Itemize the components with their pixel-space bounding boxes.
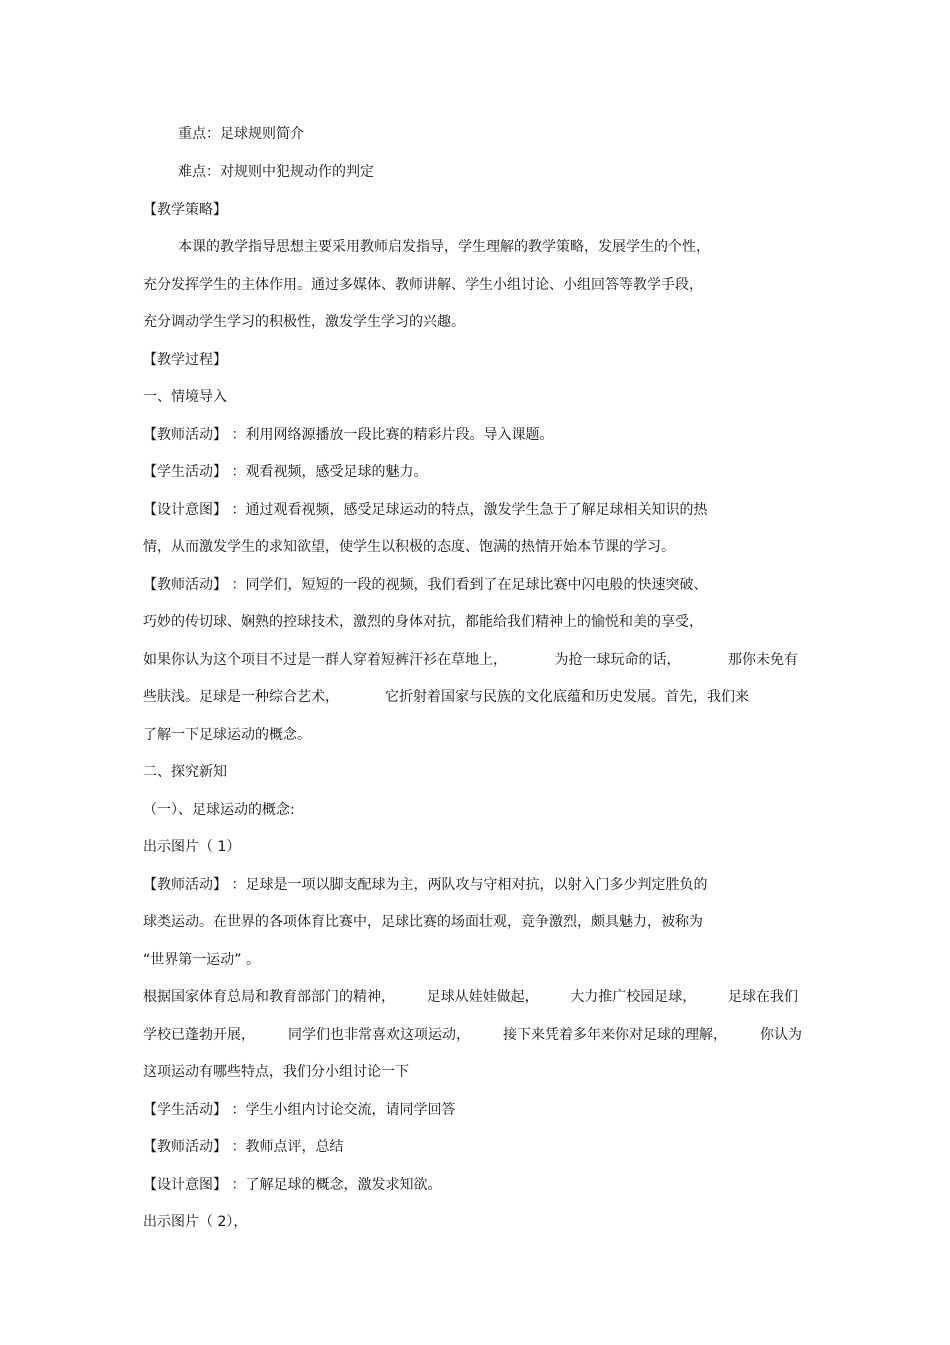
paragraph-line: 球类运动。在世界的各项体育比赛中，足球比赛的场面壮观，竞争激烈，颇具魅力，被称为 bbox=[143, 914, 703, 930]
text-segment: 根据国家体育总局和教育部部门的精神， bbox=[143, 989, 395, 1005]
text-segment: 它折射着国家与民族的文化底蕴和历史发展。首先，我们来 bbox=[385, 689, 749, 705]
paragraph-line: 【教师活动】 ：足球是一项以脚支配球为主，两队攻与守相对抗，以射入门多少判定胜负的 bbox=[143, 877, 708, 893]
text-segment: 你认为 bbox=[760, 1027, 802, 1043]
text-segment: 足球在我们 bbox=[727, 989, 798, 1005]
section-heading-teaching-strategy: 【教学策略】 bbox=[143, 202, 227, 218]
paragraph-line: 【教师活动】 ：利用网络源播放一段比赛的精彩片段。导入课题。 bbox=[143, 427, 554, 443]
subsection-heading: （一）、足球运动的概念: bbox=[143, 802, 295, 818]
paragraph-line: 【学生活动】 ：学生小组内讨论交流，请同学回答 bbox=[143, 1102, 456, 1118]
text-segment: 些肤浅。足球是一种综合艺术， bbox=[143, 689, 339, 705]
section-heading-teaching-process: 【教学过程】 bbox=[143, 352, 227, 368]
paragraph-line: 了解一下足球运动的概念。 bbox=[143, 727, 311, 743]
paragraph-line bbox=[143, 987, 798, 1007]
text-segment: 足球从娃娃做起， bbox=[426, 989, 539, 1005]
paragraph-line bbox=[143, 1025, 802, 1045]
paragraph-line: 情，从而激发学生的求知欲望，使学生以积极的态度、饱满的热情开始本节课的学习。 bbox=[143, 539, 675, 555]
figure-reference-2: 出示图片（ 2）， bbox=[143, 1214, 248, 1230]
paragraph-line: 【设计意图】 ：了解足球的概念，激发求知欲。 bbox=[143, 1177, 442, 1193]
paragraph-line: “世界第一运动” 。 bbox=[143, 952, 260, 968]
text-segment: 同学们也非常喜欢这项运动， bbox=[288, 1027, 470, 1043]
paragraph-line: 这项运动有哪些特点，我们分小组讨论一下 bbox=[143, 1064, 409, 1080]
difficult-point-line: 难点：对规则中犯规动作的判定 bbox=[178, 164, 374, 180]
paragraph-line bbox=[143, 650, 798, 670]
subsection-heading: 一、情境导入 bbox=[143, 389, 227, 405]
paragraph-line: 【教师活动】 ：教师点评，总结 bbox=[143, 1139, 344, 1155]
text-segment: 那你未免有 bbox=[728, 652, 798, 668]
section-heading-explore: 二、探究新知 bbox=[143, 764, 227, 780]
text-segment: 大力推广校园足球， bbox=[570, 989, 697, 1005]
text-segment: 接下来凭着多年来你对足球的理解， bbox=[503, 1027, 727, 1043]
paragraph-line: 巧妙的传切球、娴熟的控球技术，激烈的身体对抗，都能给我们精神上的愉悦和美的享受， bbox=[143, 614, 703, 630]
key-point-line: 重点：足球规则简介 bbox=[178, 126, 304, 142]
paragraph-line: 【设计意图】 ：通过观看视频，感受足球运动的特点，激发学生急于了解足球相关知识的热 bbox=[143, 502, 708, 518]
paragraph-line: 充分发挥学生的主体作用。通过多媒体、教师讲解、学生小组讨论、小组回答等教学手段， bbox=[143, 277, 703, 293]
paragraph-line: 【教师活动】 ：同学们，短短的一段的视频，我们看到了在足球比赛中闪电般的快速突破、 bbox=[143, 577, 708, 593]
text-segment: 学校已蓬勃开展， bbox=[143, 1027, 255, 1043]
paragraph-line: 充分调动学生学习的积极性，激发学生学习的兴趣。 bbox=[143, 314, 465, 330]
paragraph-line: 【学生活动】 ：观看视频，感受足球的魅力。 bbox=[143, 464, 428, 480]
figure-reference-1: 出示图片（ 1） bbox=[143, 839, 241, 855]
text-segment: 为抢一球玩命的话， bbox=[554, 652, 681, 668]
paragraph-line bbox=[143, 687, 768, 707]
text-segment: 如果你认为这个项目不过是一群人穿着短裤汗衫在草地上， bbox=[143, 652, 507, 668]
paragraph-line: 本课的教学指导思想主要采用教师启发指导，学生理解的教学策略，发展学生的个性， bbox=[178, 239, 710, 255]
